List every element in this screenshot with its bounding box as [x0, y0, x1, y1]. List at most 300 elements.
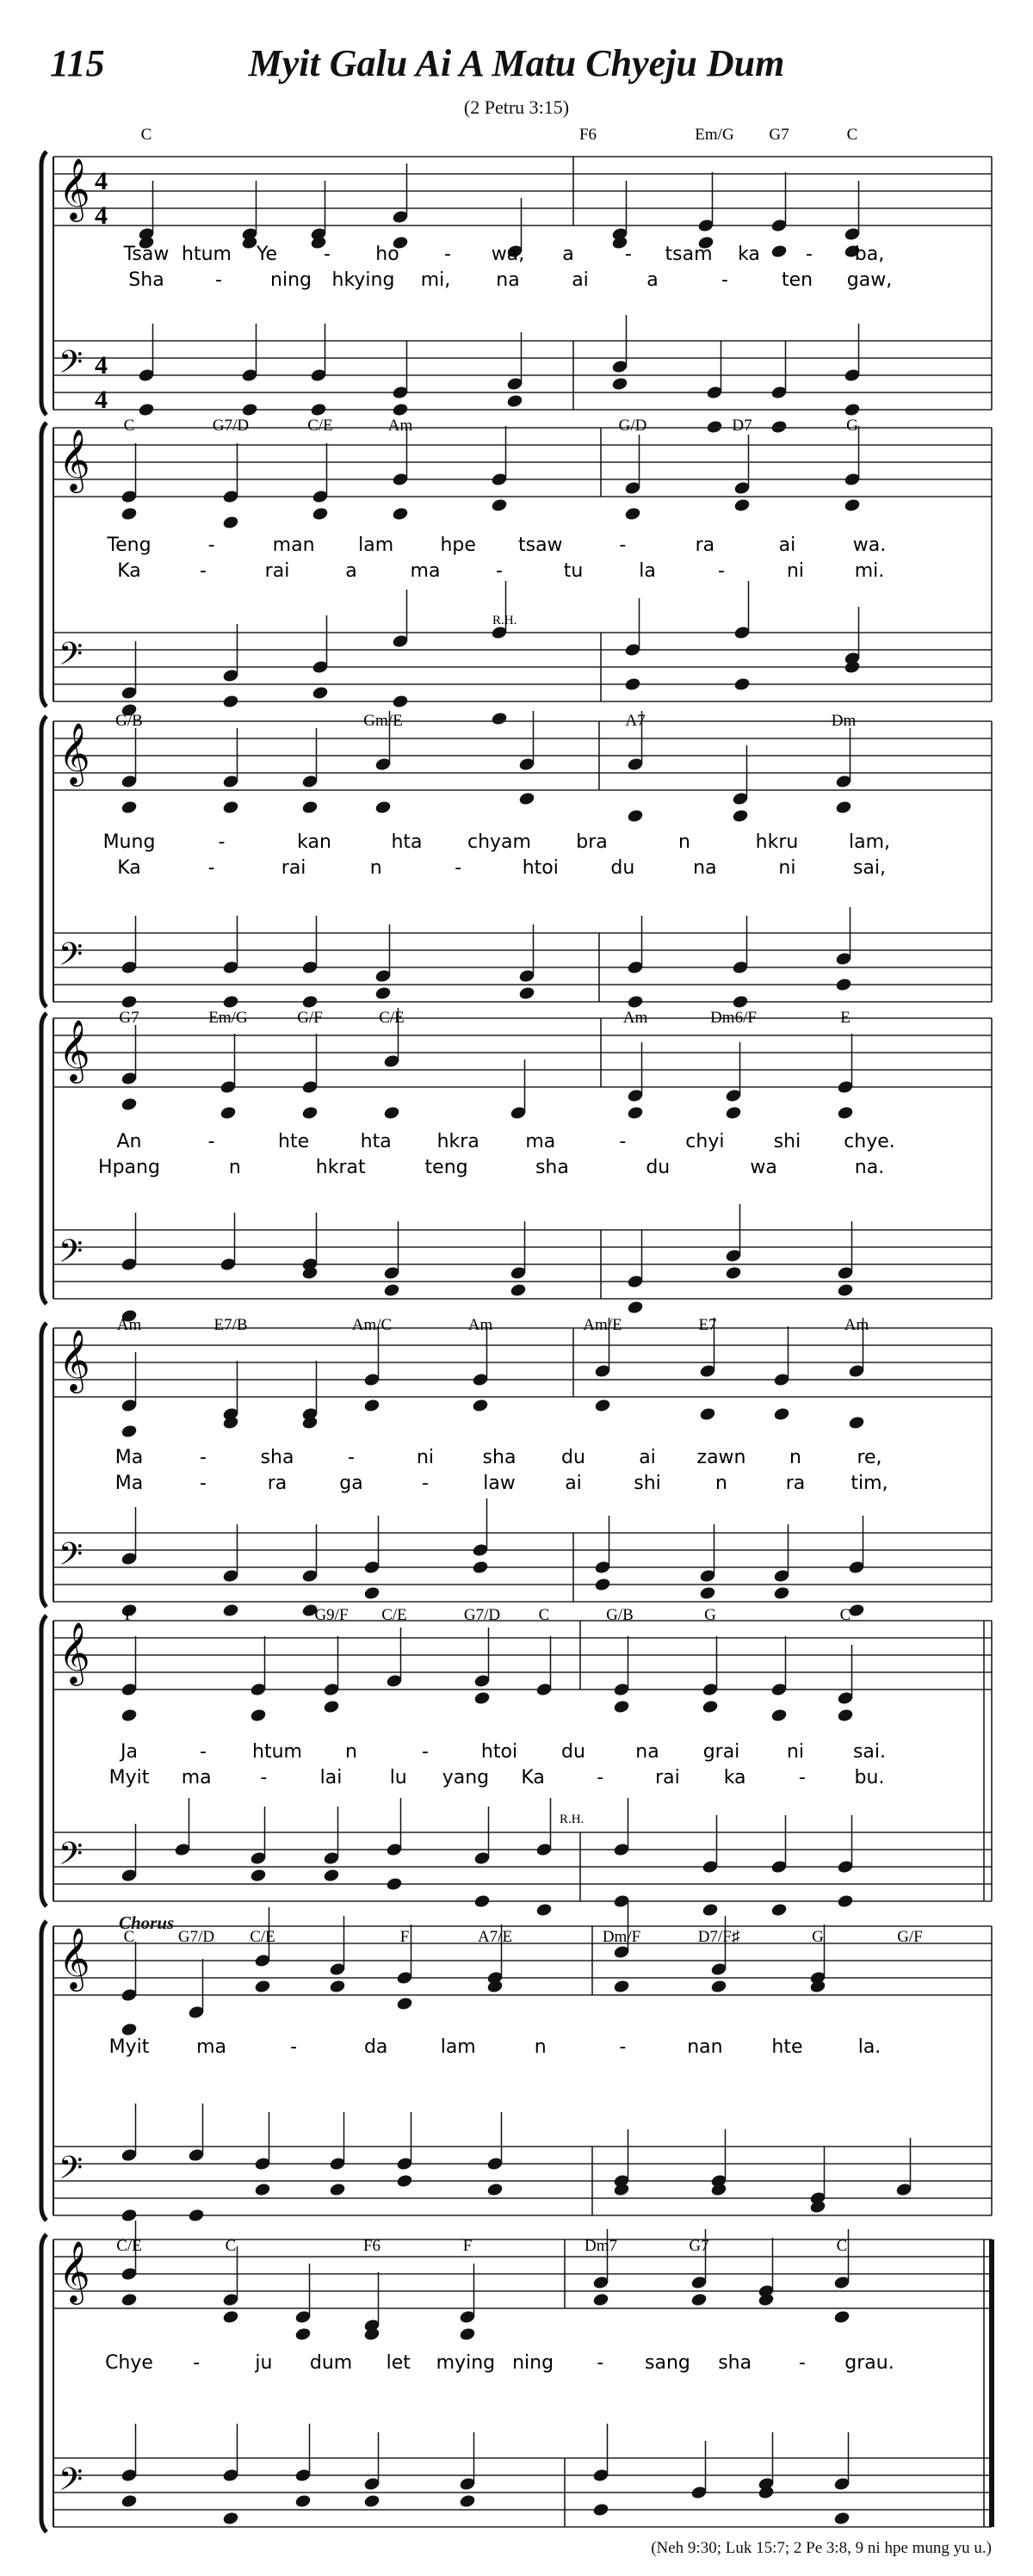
lyric-syllable: tu	[563, 560, 584, 582]
lyric-syllable: -	[218, 831, 226, 853]
lyric-syllable: -	[597, 1767, 604, 1788]
bass-chord-note	[837, 1221, 854, 1298]
note-head	[472, 1398, 489, 1412]
lyric-syllable: -	[200, 1473, 207, 1494]
note-head	[594, 1577, 611, 1591]
note-head	[138, 402, 155, 417]
lyric-syllable: -	[200, 1447, 207, 1468]
bass-chord-note	[491, 581, 508, 726]
note-head	[294, 2493, 312, 2508]
brace	[41, 151, 46, 415]
lyric-syllable: tsaw	[517, 534, 563, 556]
note-head	[518, 985, 535, 1000]
note-head	[250, 1868, 267, 1882]
treble-chord-note	[472, 1326, 489, 1413]
note-head	[491, 497, 508, 512]
note-head	[518, 791, 535, 806]
lyric-syllable: Ka	[117, 857, 141, 879]
lyric-syllable: lam	[358, 534, 394, 556]
note-head	[627, 1105, 644, 1120]
bass-chord-note	[459, 2432, 476, 2509]
note-head	[848, 1415, 865, 1430]
note-head	[699, 1406, 716, 1421]
treble-chord-note	[702, 1636, 719, 1714]
note-head	[702, 1902, 719, 1917]
brace	[41, 423, 46, 707]
bass-chord-note	[363, 2432, 380, 2509]
lyric-syllable: Teng	[107, 534, 152, 556]
treble-chord-note	[301, 1034, 319, 1121]
chord-symbol: F6	[578, 126, 597, 144]
bass-chord-note	[323, 1807, 340, 1883]
lyric-syllable: hkra	[436, 1131, 479, 1152]
note-head	[732, 808, 749, 823]
time-signature-top: 4	[95, 167, 108, 195]
lyric-syllable: ga	[339, 1473, 363, 1494]
treble-chord-note	[220, 1034, 237, 1121]
treble-chord-note	[392, 426, 409, 522]
treble-chord-note	[848, 1318, 865, 1430]
lyric-syllable: zawn	[696, 1447, 746, 1468]
bass-clef: 𝄢	[59, 1233, 84, 1277]
lyric-syllable: shi	[634, 1473, 661, 1494]
note-head	[254, 1979, 271, 1993]
lyric-syllable: chye.	[844, 1131, 895, 1152]
lyric-syllable: -	[422, 1473, 429, 1494]
note-head	[301, 994, 319, 1009]
treble-chord-note	[773, 1326, 790, 1422]
lyric-syllable: da	[363, 2036, 388, 2058]
note-head	[535, 1902, 553, 1917]
lyric-syllable: ju	[255, 2352, 273, 2374]
note-head	[396, 1996, 413, 2011]
bass-clef: 𝄢	[59, 636, 84, 680]
bass-chord-note	[624, 598, 641, 692]
note-head	[725, 1265, 742, 1280]
bass-clef: 𝄢	[59, 1536, 84, 1580]
note-head	[835, 977, 852, 991]
lyric-syllable: teng	[424, 1157, 468, 1178]
chord-symbol: C/E	[307, 417, 333, 435]
time-signature-top: 4	[95, 351, 108, 380]
lyric-syllable: -	[806, 244, 813, 265]
lyric-syllable: lu	[389, 1767, 407, 1788]
chord-symbol: G	[812, 1928, 824, 1946]
lyric-syllable: sai.	[852, 1741, 887, 1763]
treble-chord-note	[329, 1916, 346, 1994]
chord-symbol: F	[124, 1606, 134, 1624]
treble-chord-note	[835, 728, 852, 815]
lyric-syllable: Ja	[121, 1741, 138, 1763]
bass-chord-note	[758, 2432, 775, 2500]
treble-chord-note	[770, 1636, 788, 1723]
lyric-syllable: rai	[281, 857, 306, 879]
note-head	[250, 1708, 267, 1722]
lyric-syllable: dum	[309, 2352, 353, 2374]
chord-symbol: C	[836, 2237, 848, 2255]
chord-symbol: C	[225, 2237, 237, 2255]
note-head	[611, 376, 628, 391]
staff-treble	[53, 428, 992, 497]
treble-chord-note	[613, 1636, 630, 1714]
chord-symbol: Dm7	[585, 2237, 617, 2255]
hymn-number: 115	[50, 42, 105, 84]
note-head	[374, 985, 392, 1000]
note-head	[121, 800, 138, 814]
treble-clef: 𝄞	[59, 1926, 90, 1989]
lyric-syllable: -	[444, 244, 451, 265]
lyric-syllable: -	[721, 269, 728, 291]
lyric-syllable: du	[610, 857, 635, 879]
treble-chord-note	[491, 426, 508, 513]
lyric-syllable: ni	[416, 1447, 435, 1468]
treble-chord-note	[770, 172, 788, 259]
chord-symbol: G7/D	[212, 417, 250, 435]
bass-clef: 𝄢	[59, 936, 84, 980]
chord-symbol: G7	[119, 1009, 139, 1027]
note-head	[725, 1105, 742, 1120]
note-head	[770, 1902, 788, 1917]
chord-symbol: E	[840, 1009, 851, 1027]
note-head	[222, 994, 239, 1009]
lyric-syllable: grai	[702, 1741, 740, 1763]
note-head	[323, 1868, 340, 1882]
note-head	[613, 1699, 630, 1714]
staff-treble	[53, 2239, 992, 2308]
note-head	[386, 1876, 403, 1891]
note-head	[624, 676, 641, 691]
treble-chord-note	[363, 1326, 380, 1413]
chord-symbol: C	[123, 417, 135, 435]
lyric-syllable: hta	[360, 1131, 392, 1152]
bass-chord-note	[138, 324, 155, 417]
lyric-syllable: -	[207, 857, 215, 879]
marking-rh: R.H.	[492, 614, 517, 627]
lyric-syllable: ma	[525, 1131, 556, 1152]
lyric-syllable: Hpang	[98, 1157, 160, 1178]
bass-chord-note	[250, 1807, 267, 1883]
note-head	[121, 1424, 138, 1438]
treble-chord-note	[627, 1042, 644, 1121]
chord-symbol: Am	[387, 417, 413, 435]
note-head	[459, 2493, 476, 2508]
lyric-syllable: tim,	[851, 1473, 888, 1494]
bass-chord-note	[535, 1798, 553, 1918]
treble-chord-note	[844, 426, 861, 513]
lyric-syllable: -	[207, 1131, 215, 1152]
lyric-syllable: na	[693, 857, 717, 879]
treble-clef: 𝄞	[59, 2239, 90, 2302]
note-head	[773, 1585, 790, 1600]
chord-symbol: Am	[467, 1316, 493, 1334]
chord-symbol: F	[399, 1928, 410, 1946]
bass-chord-note	[702, 1815, 719, 1918]
chord-symbol: Am	[844, 1316, 869, 1334]
lyric-syllable: ra	[785, 1473, 806, 1494]
treble-chord-note	[121, 1942, 138, 2037]
lyric-syllable: na	[635, 1741, 659, 1763]
treble-chord-note	[121, 728, 138, 815]
lyric-syllable: -	[619, 2036, 627, 2058]
bass-chord-note	[699, 1524, 716, 1601]
lyric-syllable: -	[455, 857, 462, 879]
treble-chord-note	[222, 1361, 239, 1430]
chord-symbol: C/E	[379, 1009, 405, 1027]
lyric-syllable: Ka	[521, 1767, 545, 1788]
lyric-syllable: hkrat	[315, 1157, 366, 1178]
chord-symbol: G7/D	[463, 1606, 501, 1624]
lyric-syllable: kan	[297, 831, 331, 853]
bass-chord-note	[222, 1524, 239, 1618]
lyric-syllable: mying	[436, 2352, 496, 2374]
note-head	[592, 2502, 609, 2517]
chord-symbol: G7	[769, 126, 789, 144]
note-head	[690, 2292, 708, 2307]
lyric-syllable: sang	[645, 2352, 690, 2374]
chord-symbol: Em/G	[695, 126, 734, 144]
bass-chord-note	[706, 341, 723, 435]
brace	[41, 2234, 46, 2532]
lyric-syllable: hta	[391, 831, 423, 853]
bass-chord-note	[310, 324, 327, 417]
lyric-syllable: rai	[655, 1767, 680, 1788]
chord-symbol: D7/F♯	[697, 1928, 740, 1946]
system-1	[41, 126, 992, 435]
note-head	[312, 506, 329, 521]
chord-symbol: Am/C	[351, 1316, 393, 1334]
note-head	[837, 1893, 854, 1908]
bass-chord-note	[844, 324, 861, 417]
chord-symbol: A7	[625, 712, 646, 730]
lyric-syllable: -	[193, 2352, 201, 2374]
lyric-syllable: ai	[565, 1473, 582, 1494]
bass-chord-note	[844, 607, 861, 675]
note-head	[833, 2511, 851, 2525]
bass-chord-note	[506, 332, 523, 409]
staff-treble	[53, 1621, 992, 1690]
lyric-syllable: sai,	[852, 857, 887, 879]
bass-chord-note	[770, 1815, 788, 1918]
lyric-syllable: -	[798, 2352, 806, 2374]
bass-chord-note	[611, 315, 628, 392]
chord-symbol: C	[839, 1606, 851, 1624]
treble-chord-note	[222, 728, 239, 815]
lyric-syllable: -	[260, 1767, 268, 1788]
lyric-syllable: a	[345, 560, 357, 582]
lyric-syllable: la	[639, 560, 656, 582]
bass-chord-note	[301, 916, 319, 1010]
bass-chord-note	[592, 2424, 609, 2517]
lyric-syllable: Myit	[108, 1767, 150, 1788]
bass-chord-note	[833, 2432, 851, 2526]
note-head	[121, 1096, 138, 1111]
note-head	[363, 1398, 380, 1412]
lyric-syllable: hpe	[440, 534, 476, 556]
bass-chord-note	[518, 924, 535, 1001]
bass-chord-note	[690, 2441, 708, 2500]
staff-treble	[53, 1018, 992, 1087]
chord-symbol: G	[846, 417, 858, 435]
lyric-syllable: ka	[723, 1767, 746, 1788]
chord-symbol: Dm/F	[602, 1928, 641, 1946]
lyric-syllable: ning	[270, 269, 312, 291]
chord-symbol: Gm/E	[363, 712, 403, 730]
lyric-syllable: -	[597, 2352, 604, 2374]
note-head	[323, 1699, 340, 1714]
lyric-syllable: wa,	[491, 244, 525, 265]
note-head	[459, 2326, 476, 2341]
system-7	[41, 1899, 992, 2223]
lyric-syllable: -	[200, 1741, 207, 1763]
lyric-syllable: n	[345, 1741, 357, 1763]
treble-chord-note	[733, 435, 751, 513]
lyric-syllable: let	[386, 2352, 411, 2374]
lyric-syllable: tsam	[665, 244, 713, 265]
lyric-syllable: n	[715, 1473, 727, 1494]
treble-chord-note	[758, 2238, 775, 2307]
lyric-syllable: Mung	[102, 831, 156, 853]
lyric-syllable: htum	[252, 1741, 302, 1763]
treble-chord-note	[301, 728, 319, 815]
bass-chord-note	[363, 1516, 380, 1601]
lyric-syllable: rai	[264, 560, 290, 582]
lyric-syllable: na	[496, 269, 520, 291]
chord-symbol: G	[704, 1606, 716, 1624]
bass-chord-note	[294, 2424, 312, 2509]
chord-symbol: C/E	[116, 2237, 142, 2255]
chord-symbol: G7/D	[177, 1928, 215, 1946]
chord-symbol: C	[538, 1606, 550, 1624]
lyric-syllable: du	[561, 1741, 585, 1763]
treble-chord-note	[323, 1636, 340, 1714]
chord-symbol: E7	[698, 1316, 717, 1334]
note-head	[491, 711, 508, 726]
note-head	[733, 497, 751, 512]
lyric-syllable: -	[718, 560, 725, 582]
treble-chord-note	[363, 2272, 380, 2342]
lyric-syllable: lam,	[848, 831, 891, 853]
marking-rh: R.H.	[560, 1813, 585, 1826]
chord-symbol: C	[140, 126, 152, 144]
bass-chord-note	[386, 1798, 403, 1892]
bass-chord-note	[627, 916, 644, 1010]
note-head	[392, 694, 409, 708]
staff-treble	[53, 721, 992, 790]
treble-chord-note	[459, 2264, 476, 2342]
note-head	[294, 2326, 312, 2341]
lyric-syllable: -	[625, 244, 632, 265]
bass-clef: 𝄢	[59, 2462, 84, 2505]
bass-chord-note	[222, 916, 239, 1010]
note-head	[473, 1690, 491, 1705]
chord-symbol: A7/E	[477, 1928, 513, 1946]
treble-clef: 𝄞	[59, 157, 90, 219]
system-3	[41, 711, 992, 1010]
chord-symbol: G/F	[297, 1009, 323, 1027]
note-head	[486, 2182, 504, 2196]
treble-chord-note	[121, 443, 138, 522]
treble-clef: 𝄞	[59, 1328, 90, 1391]
treble-chord-note	[301, 1361, 319, 1430]
lyric-syllable: Ye	[256, 244, 278, 265]
bass-chord-note	[383, 1221, 400, 1298]
note-head	[702, 1699, 719, 1714]
lyric-syllable: wa	[750, 1157, 777, 1178]
chord-symbol: C	[846, 126, 858, 144]
lyric-syllable: -	[496, 560, 503, 582]
lyric-syllable: ka	[738, 244, 760, 265]
note-head	[220, 1105, 237, 1120]
lyric-syllable: ma	[181, 1767, 212, 1788]
note-head	[301, 1105, 319, 1120]
note-head	[699, 1585, 716, 1600]
chord-symbol: G/B	[606, 1606, 634, 1624]
lyric-syllable: hkru	[755, 831, 799, 853]
chord-symbol: C/E	[381, 1606, 407, 1624]
chord-symbol: G9/F	[314, 1606, 349, 1624]
chord-symbol: Dm6/F	[710, 1009, 757, 1027]
bass-chord-note	[174, 1798, 191, 1857]
lyric-syllable: ra	[695, 534, 715, 556]
note-head	[506, 393, 523, 408]
treble-chord-note	[510, 1059, 527, 1121]
system-6	[41, 1606, 992, 1918]
chord-symbol: G/F	[897, 1928, 923, 1946]
bass-clef: 𝄢	[59, 1836, 84, 1880]
bass-chord-note	[486, 2112, 504, 2197]
chorus-label: Chorus	[119, 1912, 175, 1933]
system-5	[41, 1316, 992, 1618]
treble-chord-note	[725, 1042, 742, 1121]
note-head	[121, 1708, 138, 1722]
bass-chord-note	[121, 916, 138, 1010]
lyric-syllable: ho	[375, 244, 399, 265]
treble-clef: 𝄞	[59, 721, 90, 784]
lyric-syllable: a	[646, 269, 659, 291]
lyric-syllable: chyam	[467, 831, 531, 853]
footnote-references: (Neh 9:30; Luk 15:7; 2 Pe 3:8, 9 ni hpe mung yu u.)	[651, 2539, 992, 2557]
lyric-syllable: Tsaw	[123, 244, 170, 265]
lyric-syllable: htoi	[480, 1741, 518, 1763]
note-head	[222, 694, 239, 708]
note-head	[312, 685, 329, 700]
bass-chord-note	[374, 924, 392, 1001]
lyric-syllable: mi,	[420, 269, 451, 291]
chord-symbol: Am/E	[583, 1316, 622, 1334]
note-head	[837, 1708, 854, 1722]
note-head	[733, 676, 751, 691]
lyric-syllable: ma	[410, 560, 441, 582]
bass-chord-note	[241, 324, 258, 417]
lyric-syllable: yang	[442, 1767, 490, 1788]
treble-clef: 𝄞	[59, 428, 90, 491]
system-2	[41, 417, 992, 726]
lyric-syllable: ning	[512, 2352, 554, 2374]
chord-symbol: G/B	[115, 712, 143, 730]
bass-chord-note	[848, 1516, 865, 1618]
lyric-syllable: hte	[278, 1131, 310, 1152]
chord-symbol: Am	[116, 1316, 142, 1334]
note-head	[837, 1105, 854, 1120]
note-head	[222, 2309, 239, 2324]
bass-chord-note	[837, 1815, 854, 1909]
lyric-syllable: Myit	[108, 2036, 150, 2058]
lyric-syllable: n	[678, 831, 690, 853]
bass-chord-note	[594, 1516, 611, 1592]
lyric-syllable: chyi	[685, 1131, 725, 1152]
note-head	[510, 1282, 527, 1297]
lyric-syllable: na.	[854, 1157, 885, 1178]
